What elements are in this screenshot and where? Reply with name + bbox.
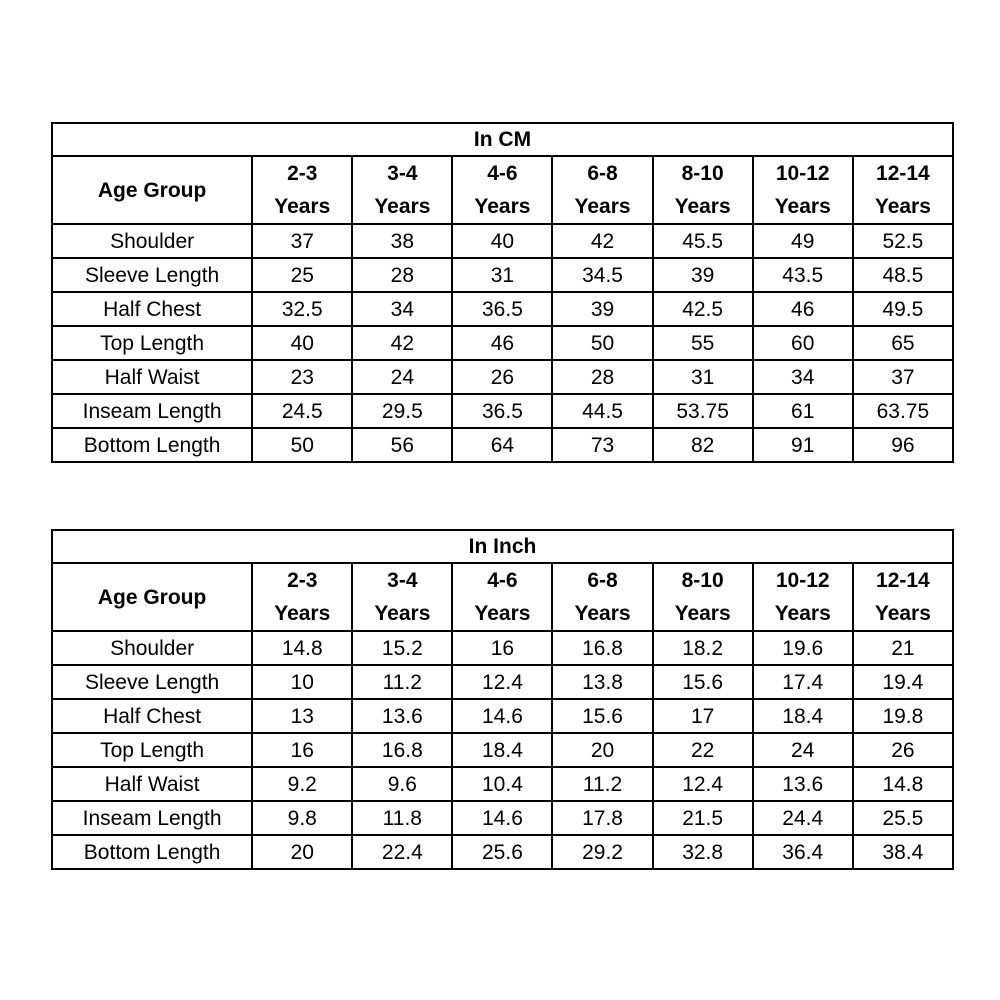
measurement-value: 17.8 (552, 801, 652, 835)
measurement-value: 82 (653, 428, 753, 462)
measurement-value: 45.5 (653, 224, 753, 258)
measurement-value: 25 (252, 258, 352, 292)
age-unit: Years (774, 602, 831, 625)
measurement-value: 25.6 (452, 835, 552, 869)
measurement-value: 17 (653, 699, 753, 733)
table-row (52, 699, 953, 733)
measurement-value: 65 (853, 326, 953, 360)
measurement-value: 16.8 (352, 733, 452, 767)
measurement-value: 20 (552, 733, 652, 767)
measurement-value: 24.5 (252, 394, 352, 428)
measurement-label: Shoulder (52, 224, 252, 258)
measurement-value: 13.8 (552, 665, 652, 699)
measurement-label: Bottom Length (52, 835, 252, 869)
measurement-value: 56 (352, 428, 452, 462)
measurement-value: 13.6 (753, 767, 853, 801)
measurement-value: 18.4 (753, 699, 853, 733)
measurement-value: 14.8 (252, 631, 352, 665)
age-size-header (653, 156, 753, 224)
measurement-value: 23 (252, 360, 352, 394)
measurement-value: 14.6 (452, 699, 552, 733)
measurement-value: 9.2 (252, 767, 352, 801)
age-size-header (552, 563, 652, 631)
measurement-value: 50 (252, 428, 352, 462)
age-range: 3-4 (387, 569, 418, 592)
measurement-value: 26 (853, 733, 953, 767)
age-unit: Years (674, 195, 731, 218)
age-range: 10-12 (775, 569, 830, 592)
measurement-label: Shoulder (52, 631, 252, 665)
measurement-value: 46 (753, 292, 853, 326)
table-header-row (52, 563, 953, 631)
age-size-header (753, 156, 853, 224)
age-size-header (753, 563, 853, 631)
measurement-value: 14.8 (853, 767, 953, 801)
measurement-value: 11.2 (552, 767, 652, 801)
measurement-value: 44.5 (552, 394, 652, 428)
measurement-value: 39 (653, 258, 753, 292)
age-unit: Years (874, 195, 931, 218)
measurement-value: 25.5 (853, 801, 953, 835)
table-row (52, 326, 953, 360)
measurement-value: 37 (252, 224, 352, 258)
measurement-value: 18.2 (653, 631, 753, 665)
age-unit: Years (374, 195, 431, 218)
measurement-value: 42.5 (653, 292, 753, 326)
measurement-value: 22.4 (352, 835, 452, 869)
age-unit: Years (774, 195, 831, 218)
measurement-value: 60 (753, 326, 853, 360)
age-size-header (452, 563, 552, 631)
measurement-label: Inseam Length (52, 801, 252, 835)
table-row (52, 394, 953, 428)
age-size-header (352, 563, 452, 631)
measurement-value: 28 (352, 258, 452, 292)
age-size-header (653, 563, 753, 631)
age-unit: Years (874, 602, 931, 625)
measurement-value: 10.4 (452, 767, 552, 801)
measurement-value: 15.6 (653, 665, 753, 699)
measurement-value: 64 (452, 428, 552, 462)
measurement-label: Half Waist (52, 360, 252, 394)
measurement-value: 12.4 (452, 665, 552, 699)
measurement-value: 29.2 (552, 835, 652, 869)
measurement-value: 40 (252, 326, 352, 360)
measurement-value: 10 (252, 665, 352, 699)
measurement-label: Sleeve Length (52, 258, 252, 292)
measurement-value: 12.4 (653, 767, 753, 801)
age-range: 2-3 (287, 162, 318, 185)
age-range: 4-6 (487, 569, 518, 592)
measurement-value: 31 (452, 258, 552, 292)
age-range: 8-10 (681, 162, 724, 185)
measurement-value: 21.5 (653, 801, 753, 835)
measurement-value: 11.2 (352, 665, 452, 699)
measurement-value: 22 (653, 733, 753, 767)
age-range: 10-12 (775, 162, 830, 185)
table-header-row (52, 156, 953, 224)
age-range: 4-6 (487, 162, 518, 185)
age-group-header: Age Group (52, 156, 252, 224)
age-unit: Years (474, 602, 531, 625)
measurement-value: 19.4 (853, 665, 953, 699)
measurement-value: 42 (552, 224, 652, 258)
measurement-value: 24.4 (753, 801, 853, 835)
measurement-value: 55 (653, 326, 753, 360)
measurement-value: 15.2 (352, 631, 452, 665)
measurement-value: 46 (452, 326, 552, 360)
table-row (52, 801, 953, 835)
measurement-value: 34 (352, 292, 452, 326)
age-unit: Years (574, 195, 631, 218)
table-title: In Inch (52, 530, 953, 563)
measurement-value: 48.5 (853, 258, 953, 292)
age-unit: Years (574, 602, 631, 625)
age-size-header (452, 156, 552, 224)
measurement-value: 19.6 (753, 631, 853, 665)
age-unit: Years (274, 195, 331, 218)
measurement-value: 15.6 (552, 699, 652, 733)
measurement-value: 34 (753, 360, 853, 394)
measurement-value: 49 (753, 224, 853, 258)
measurement-value: 21 (853, 631, 953, 665)
measurement-value: 36.5 (452, 292, 552, 326)
measurement-value: 16.8 (552, 631, 652, 665)
measurement-value: 31 (653, 360, 753, 394)
measurement-value: 73 (552, 428, 652, 462)
measurement-value: 20 (252, 835, 352, 869)
table-row (52, 631, 953, 665)
measurement-value: 49.5 (853, 292, 953, 326)
measurement-value: 29.5 (352, 394, 452, 428)
measurement-value: 63.75 (853, 394, 953, 428)
measurement-value: 52.5 (853, 224, 953, 258)
measurement-value: 91 (753, 428, 853, 462)
age-size-header (252, 156, 352, 224)
age-range: 3-4 (387, 162, 418, 185)
measurement-value: 16 (452, 631, 552, 665)
table-row (52, 360, 953, 394)
table-row (52, 224, 953, 258)
measurement-value: 40 (452, 224, 552, 258)
measurement-value: 53.75 (653, 394, 753, 428)
measurement-label: Half Chest (52, 292, 252, 326)
measurement-value: 19.8 (853, 699, 953, 733)
measurement-value: 13.6 (352, 699, 452, 733)
measurement-value: 32.5 (252, 292, 352, 326)
age-size-header (853, 563, 953, 631)
measurement-value: 38 (352, 224, 452, 258)
size-chart-inch-table (51, 529, 954, 870)
measurement-value: 61 (753, 394, 853, 428)
table-title: In CM (52, 123, 953, 156)
measurement-value: 14.6 (452, 801, 552, 835)
table-row (52, 665, 953, 699)
measurement-value: 16 (252, 733, 352, 767)
age-group-header: Age Group (52, 563, 252, 631)
measurement-value: 36.4 (753, 835, 853, 869)
measurement-value: 50 (552, 326, 652, 360)
measurement-label: Bottom Length (52, 428, 252, 462)
measurement-value: 37 (853, 360, 953, 394)
measurement-label: Top Length (52, 326, 252, 360)
age-size-header (853, 156, 953, 224)
age-unit: Years (274, 602, 331, 625)
measurement-label: Top Length (52, 733, 252, 767)
measurement-label: Sleeve Length (52, 665, 252, 699)
measurement-value: 34.5 (552, 258, 652, 292)
measurement-value: 24 (753, 733, 853, 767)
table-row (52, 767, 953, 801)
measurement-value: 38.4 (853, 835, 953, 869)
table-row (52, 835, 953, 869)
measurement-label: Half Waist (52, 767, 252, 801)
measurement-value: 28 (552, 360, 652, 394)
measurement-value: 24 (352, 360, 452, 394)
measurement-value: 13 (252, 699, 352, 733)
measurement-value: 36.5 (452, 394, 552, 428)
measurement-value: 42 (352, 326, 452, 360)
measurement-label: Inseam Length (52, 394, 252, 428)
measurement-value: 96 (853, 428, 953, 462)
age-size-header (352, 156, 452, 224)
measurement-value: 11.8 (352, 801, 452, 835)
age-range: 12-14 (876, 569, 930, 592)
age-range: 12-14 (876, 162, 930, 185)
age-range: 6-8 (587, 162, 618, 185)
measurement-value: 43.5 (753, 258, 853, 292)
age-unit: Years (474, 195, 531, 218)
measurement-value: 39 (552, 292, 652, 326)
table-row (52, 428, 953, 462)
size-chart-cm-table (51, 122, 954, 463)
measurement-value: 9.6 (352, 767, 452, 801)
table-row (52, 258, 953, 292)
table-row (52, 292, 953, 326)
measurement-value: 18.4 (452, 733, 552, 767)
age-size-header (252, 563, 352, 631)
measurement-value: 9.8 (252, 801, 352, 835)
measurement-value: 32.8 (653, 835, 753, 869)
measurement-value: 26 (452, 360, 552, 394)
table-title-row (52, 530, 953, 563)
measurement-label: Half Chest (52, 699, 252, 733)
table-row (52, 733, 953, 767)
age-range: 6-8 (587, 569, 618, 592)
age-range: 8-10 (681, 569, 724, 592)
age-range: 2-3 (287, 569, 318, 592)
table-title-row (52, 123, 953, 156)
age-size-header (552, 156, 652, 224)
measurement-value: 17.4 (753, 665, 853, 699)
age-unit: Years (374, 602, 431, 625)
age-unit: Years (674, 602, 731, 625)
